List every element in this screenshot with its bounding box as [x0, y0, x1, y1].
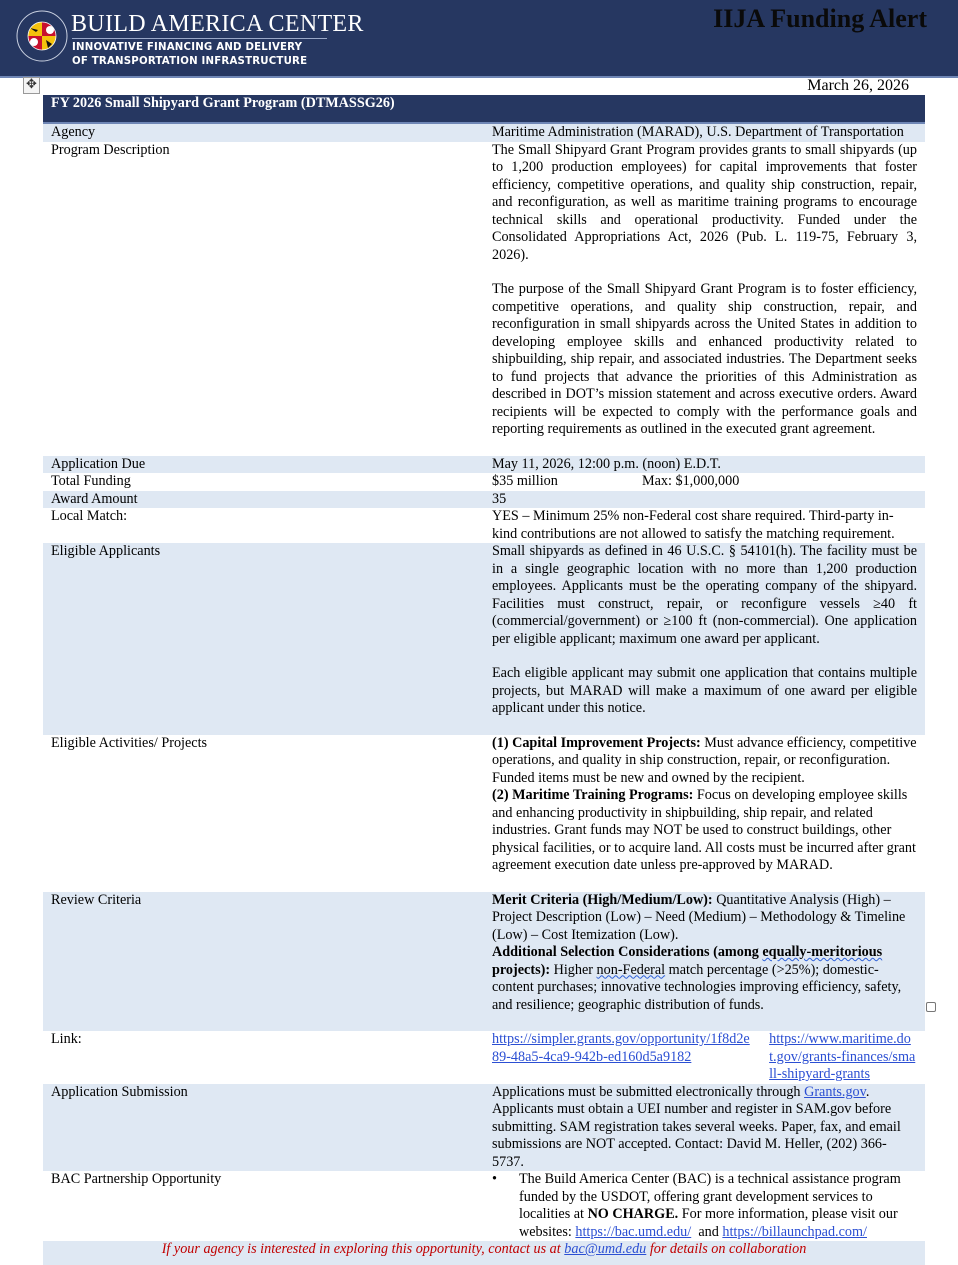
submission-text-a: Applications must be submitted electronically through [492, 1083, 805, 1100]
row-total-funding [43, 473, 925, 491]
footer-text-b: for details on collaboration [646, 1241, 807, 1257]
value-local-match: YES – Minimum 25% non-Federal cost share required. Third-party in-kind contributions are not allowed to satisfy the matching requirement. [492, 508, 895, 542]
value-award-amount: 35 [484, 491, 925, 509]
additional-title-part-a: Additional Selection Considerations (among [492, 944, 763, 960]
value-bac-partnership [484, 1171, 925, 1241]
table-resize-handle[interactable] [926, 1002, 936, 1012]
activity-item-1-text: Must advance efficiency, competitive operations, and quality in ship construction, repair, or reconfiguration. Funded items must be new and owned by the recipient. [492, 734, 917, 786]
header-banner [0, 0, 958, 78]
label-program-description: Program Description [51, 141, 170, 158]
maritime-dot-gov-link[interactable]: https://www.maritime.dot.gov/grants-finances/small-shipyard-grants [769, 1031, 916, 1082]
footer-contact [43, 1241, 925, 1265]
bac-text-a: The Build America Center (BAC) is a technical assistance program funded by the USDOT, offering grant development services to localities at [519, 1171, 901, 1222]
additional-considerations [492, 944, 917, 1014]
label-link: Link: [51, 1031, 82, 1047]
row-footer-contact [43, 1241, 925, 1265]
spellcheck-equally-meritorious: equally-meritorious [762, 944, 883, 960]
footer-text-a: If your agency is interested in exploring this opportunity, contact us at [161, 1241, 565, 1257]
bac-email-link[interactable]: bac@umd.edu [564, 1241, 647, 1257]
label-application-due: Application Due [43, 456, 484, 474]
row-application-due [43, 456, 925, 474]
activity-item-2-title: (2) Maritime Training Programs: [492, 787, 694, 803]
merit-criteria-title: Merit Criteria (High/Medium/Low): [492, 891, 713, 908]
activity-item-1 [492, 735, 917, 788]
additional-text-a: Higher [550, 961, 597, 978]
row-application-submission [43, 1084, 925, 1172]
org-subtitle-line2: OF TRANSPORTATION INFRASTRUCTURE [72, 56, 308, 67]
description-paragraph-2: The purpose of the Small Shipyard Grant Program is to foster efficiency, competitive operations, and quality ship construction, repair, and reconfiguration in small shipyards across the United States in addition to developing employee skills and enhanced productivity related to shipbuilding, ship repair, and associated industries. The Department seeks to fund projects that advance the priorities of this Administration as described in DOT’s mission statement and across executive orders. Award recipients will be expected to comply with the performance goals and reporting requirements as outlined in the executed grant agreement. [492, 281, 917, 437]
label-review-criteria: Review Criteria [43, 892, 484, 1032]
submission-text-b: . Applicants must obtain a UEI number and register in SAM.gov before submitting. SAM registration takes several weeks. Paper, fax, and email submissions are NOT accepted. Contact: David M. Heller, (202) 366-5737. [492, 1083, 901, 1170]
value-link [484, 1031, 925, 1084]
bac-no-charge: NO CHARGE. [587, 1206, 679, 1222]
label-agency: Agency [43, 123, 484, 142]
value-program-description [484, 142, 925, 456]
row-bac-partnership [43, 1171, 925, 1241]
eligible-applicants-paragraph-1: Small shipyards as defined in 46 U.S.C. § 54101(h). The facility must be in a single geographic location with no more than 1,200 production employees. Applicants must be the operating company of the shipyard. Facilities must construct, repair, or reconfigure vessels ≥40 ft (commercial/government) or ≥100 ft (non-commercial). One application per eligible applicant; maximum one award per applicant. [492, 543, 917, 647]
value-agency: Maritime Administration (MARAD), U.S. Department of Transportation [484, 123, 925, 142]
row-link [43, 1031, 925, 1084]
label-eligible-activities: Eligible Activities/ Projects [51, 734, 208, 751]
row-eligible-applicants [43, 543, 925, 735]
alert-date: March 26, 2026 [807, 77, 909, 94]
label-application-submission: Application Submission [43, 1084, 484, 1172]
description-paragraph-1: The Small Shipyard Grant Program provides grants to small shipyards (up to 1,200 production employees) for capital improvements that foster efficiency, competitive operations, and quality ship construction, repair, and reconfiguration, as well as maritime training programs to encourage technical skills and operational productivity. Funded under the Consolidated Appropriations Act, 2026 (Pub. L. 119-75, February 3, 2026). [492, 141, 917, 263]
alert-title: IIJA Funding Alert [713, 4, 927, 33]
billaunchpad-website-link[interactable]: https://billaunchpad.com/ [722, 1223, 867, 1240]
value-eligible-applicants [484, 543, 925, 735]
value-application-due: May 11, 2026, 12:00 p.m. (noon) E.D.T. [484, 456, 925, 474]
row-program-description [43, 142, 925, 456]
label-bac-partnership: BAC Partnership Opportunity [51, 1171, 222, 1187]
bac-website-link[interactable]: https://bac.umd.edu/ [575, 1223, 692, 1240]
program-info-table [43, 95, 925, 1265]
merit-criteria [492, 892, 917, 945]
activity-item-2 [492, 787, 917, 875]
activity-item-1-title: (1) Capital Improvement Projects: [492, 734, 701, 751]
spellcheck-non-federal: non-Federal [596, 961, 666, 978]
activity-item-2-text: Focus on developing employee skills and enhancing productivity in shipbuilding, ship repair, and related industries. Grant funds may NOT be used to construct buildings, other physical facilities, or to acquire land. All costs must be incurred after grant agreement execution date unless pre-approved by MARAD. [492, 787, 916, 873]
org-subtitle-line1: INNOVATIVE FINANCING AND DELIVERY [72, 42, 303, 53]
row-review-criteria [43, 892, 925, 1032]
org-subtitle [72, 41, 307, 69]
university-of-maryland-seal-logo [16, 10, 68, 62]
grants-gov-link[interactable]: Grants.gov [804, 1083, 866, 1100]
additional-text-b: match percentage (>25%); domestic-content purchases; innovative technologies improving efficiency, safety, and resilience; geographic distribution of funds. [492, 961, 902, 1013]
value-application-submission [484, 1084, 925, 1172]
label-total-funding: Total Funding [51, 473, 131, 489]
bac-and: and [698, 1223, 719, 1240]
value-total-funding [484, 473, 925, 491]
additional-title-part-b: projects): [492, 961, 551, 978]
eligible-applicants-paragraph-2: Each eligible applicant may submit one application that contains multiple projects, but MARAD will make a maximum of one award per eligible applicant under this notice. [492, 665, 917, 716]
grants-gov-opportunity-link[interactable]: https://simpler.grants.gov/opportunity/1f8d2e89-48a5-4ca9-942b-ed160d5a9182 [492, 1031, 750, 1065]
row-eligible-activities [43, 735, 925, 892]
total-funding-amount: $35 million [492, 473, 558, 489]
org-name-rule [72, 38, 327, 39]
max-award: Max: $1,000,000 [642, 473, 740, 489]
value-review-criteria [484, 892, 925, 1032]
row-award-amount [43, 491, 925, 509]
program-title-row [43, 95, 925, 123]
org-name: BUILD AMERICA CENTER [71, 11, 364, 37]
label-eligible-applicants: Eligible Applicants [43, 543, 484, 735]
bac-text-b: For more information, please visit our websites: [519, 1206, 898, 1240]
label-award-amount: Award Amount [43, 491, 484, 509]
bullet-icon: • [492, 1171, 497, 1187]
merit-criteria-text: Quantitative Analysis (High) – Project Description (Low) – Need (Medium) – Methodology & Timeline (Low) – Cost Itemization (Low). [492, 891, 906, 943]
program-title: FY 2026 Small Shipyard Grant Program (DTMASSG26) [43, 95, 925, 123]
row-local-match [43, 508, 925, 543]
value-eligible-activities [484, 735, 925, 892]
table-move-handle-icon[interactable]: ✥ [23, 77, 40, 94]
label-local-match: Local Match: [51, 508, 128, 524]
row-agency [43, 123, 925, 142]
